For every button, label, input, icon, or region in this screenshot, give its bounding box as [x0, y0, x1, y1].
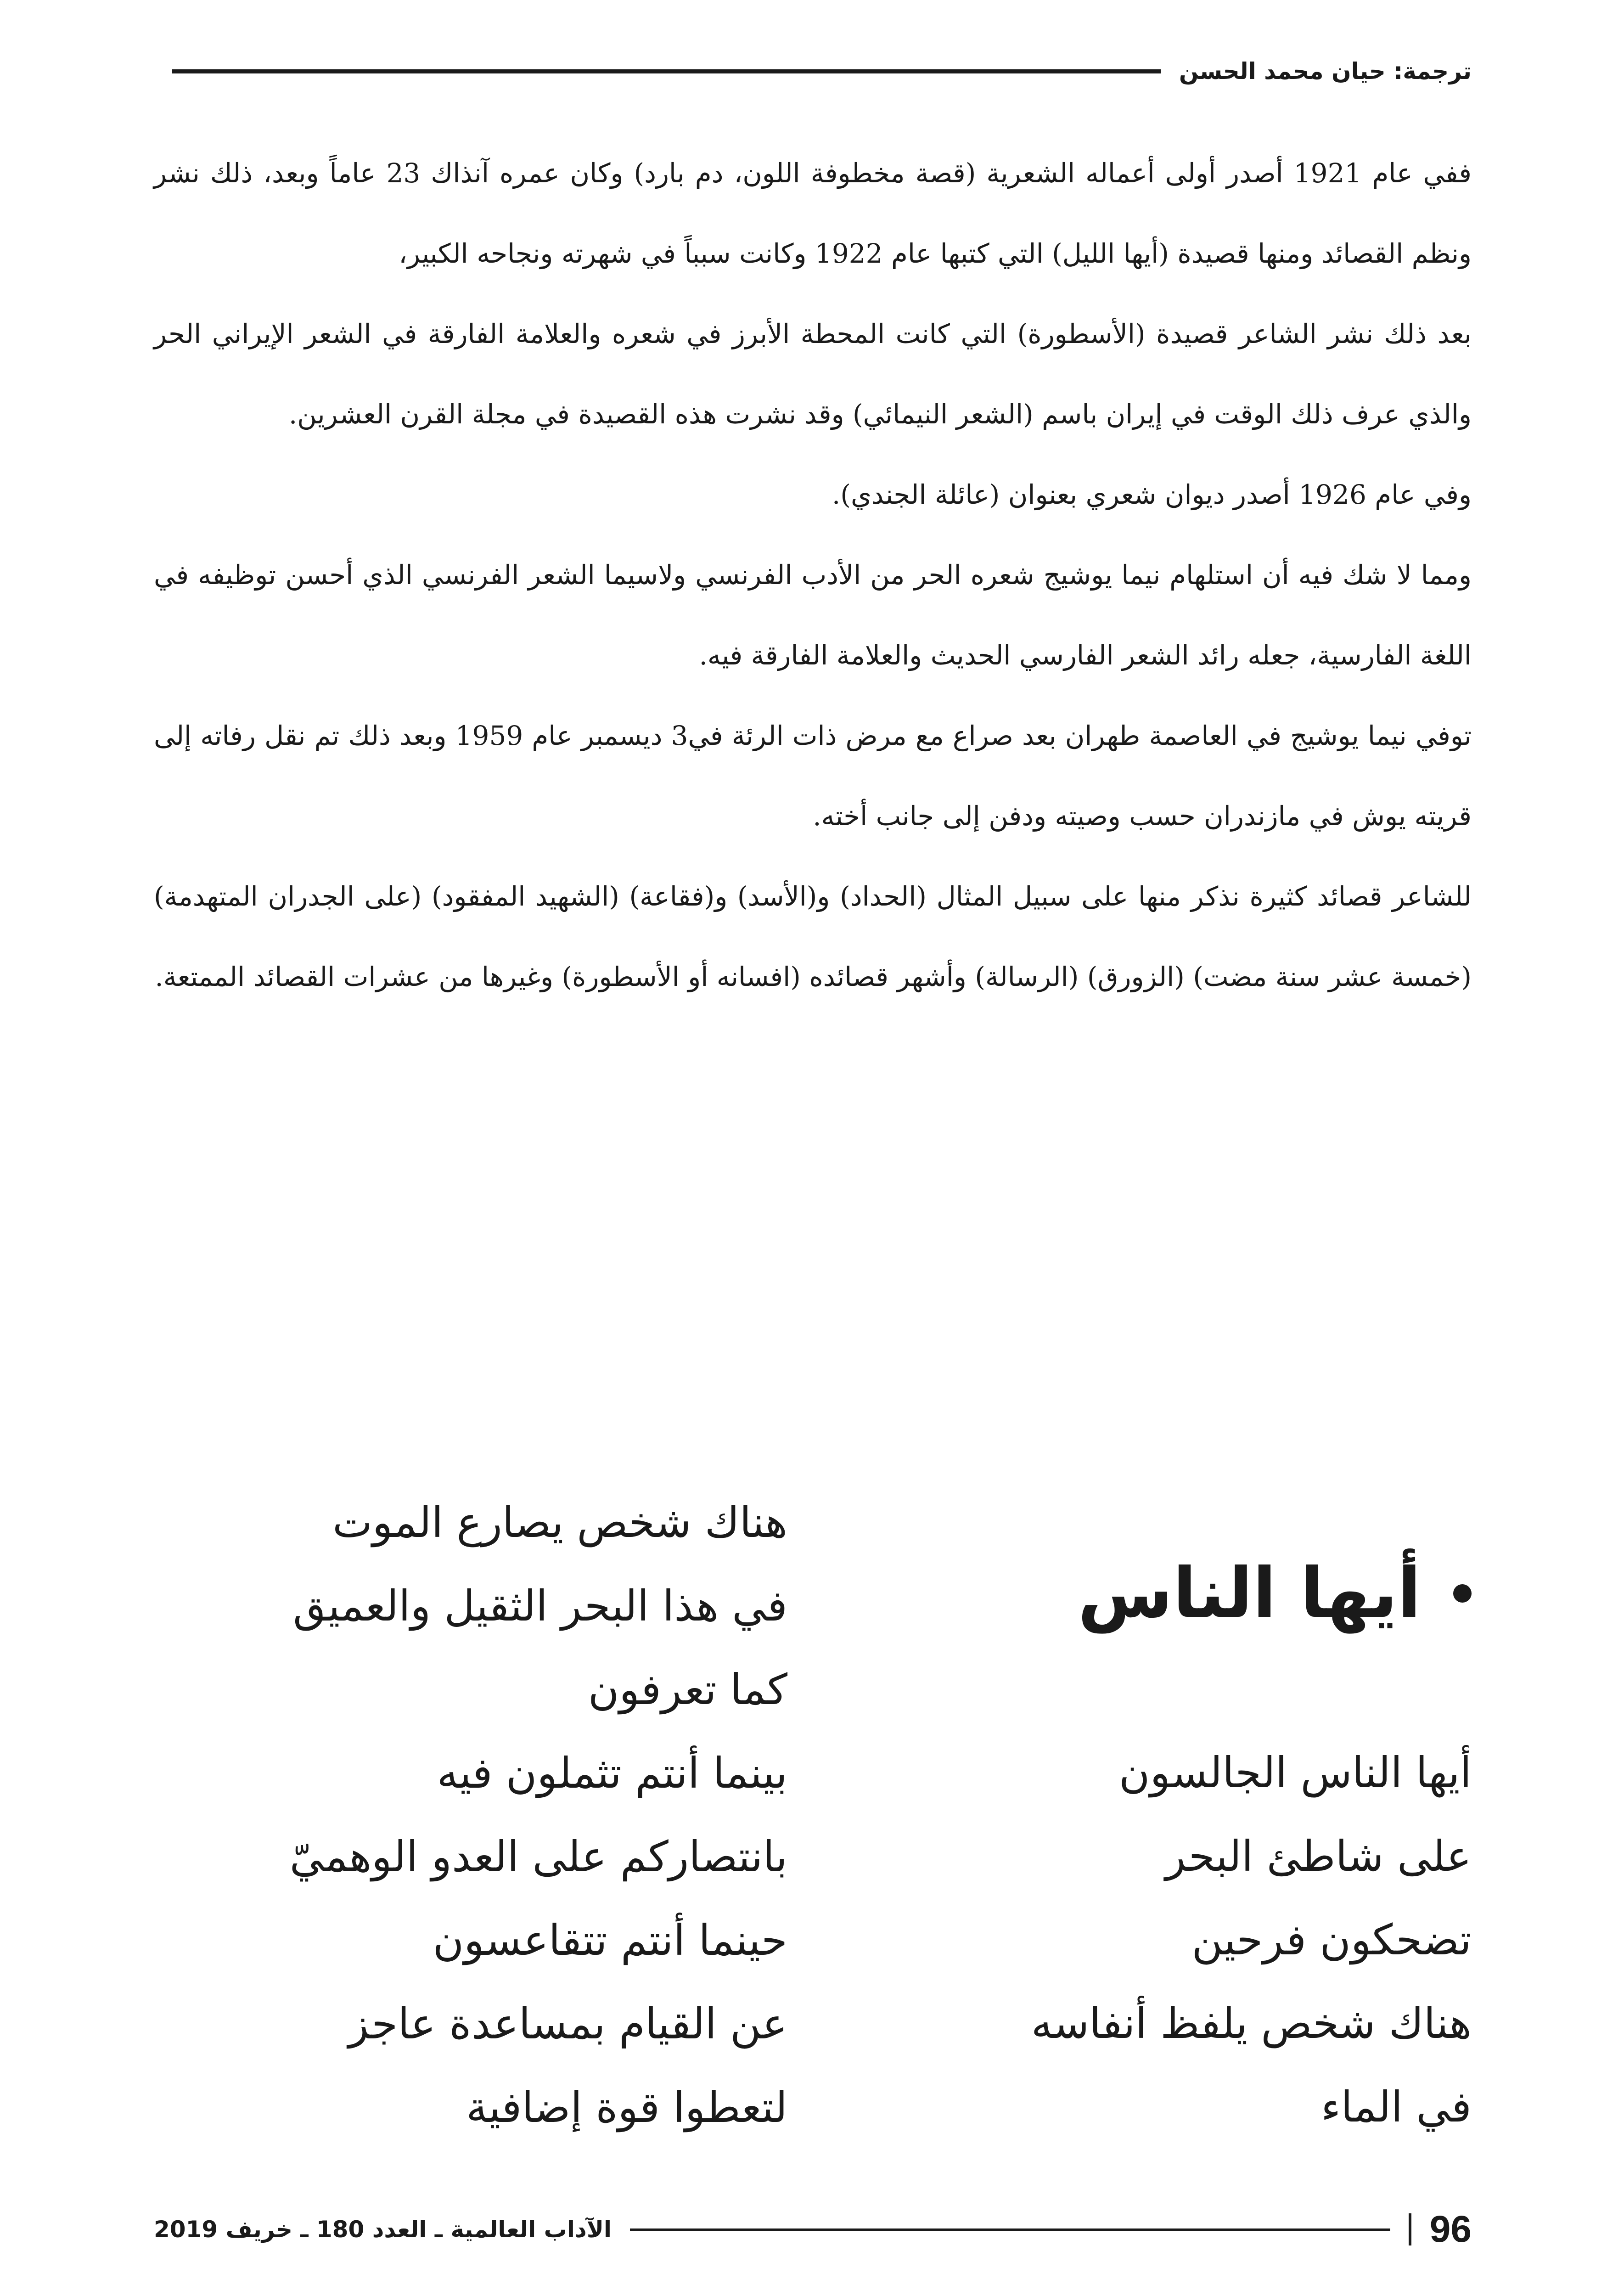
article-paragraph: وفي عام 1926 أصدر ديوان شعري بعنوان (عائلة الجندي).: [832, 479, 1472, 510]
poem-line: كما تعرفون: [588, 1665, 787, 1714]
poem-line: تضحكون فرحين: [1191, 1915, 1472, 1964]
poem-line: في هذا البحر الثقيل والعميق: [293, 1581, 787, 1631]
page-header: [154, 53, 1472, 90]
poem-title-text: أيها الناس: [1078, 1553, 1421, 1633]
page-footer: [154, 2206, 1472, 2252]
poem-line: بانتصاركم على العدو الوهميّ: [289, 1832, 787, 1881]
poem-line: عن القيام بمساعدة عاجز: [348, 1999, 787, 2048]
header-rule: [172, 69, 1161, 73]
article-paragraph: توفي نيما يوشيج في العاصمة طهران بعد صراع مع مرض ذات الرئة في3 ديسمبر عام 1959 وبعد ذلك تم نقل رفاته إلى قريته يوش في مازندران حسب وصيته ودفن إلى جانب أخته.: [154, 720, 1472, 832]
page-number: 96: [1429, 2208, 1472, 2250]
poem-line: هناك شخص يصارع الموت: [332, 1498, 787, 1547]
poem-line: بينما أنتم تثملون فيه: [437, 1749, 787, 1798]
poem-line: على شاطئ البحر: [1165, 1832, 1472, 1881]
article-paragraph: ففي عام 1921 أصدر أولى أعماله الشعرية (قصة مخطوفة اللون، دم بارد) وكان عمره آنذاك 23 عاماً وبعد، ذلك نشر ونظم القصائد ومنها قصيدة (أيها الليل) التي كتبها عام 1922 وكانت سبباً في شهرته ونجاحه الكبير،: [154, 158, 1472, 269]
article-paragraph: ومما لا شك فيه أن استلهام نيما يوشيج شعره الحر من الأدب الفرنسي ولاسيما الشعر الفرنسي الذي أحسن توظيفه في اللغة الفارسية، جعله رائد الشعر الفارسي الحديث والعلامة الفارقة فيه.: [154, 559, 1472, 671]
article-paragraph: بعد ذلك نشر الشاعر قصيدة (الأسطورة) التي كانت المحطة الأبرز في شعره والعلامة الفارقة في الشعر الإيراني الحر والذي عرف ذلك الوقت في إيران باسم (الشعر النيمائي) وقد نشرت هذه القصيدة في مجلة القرن العشرين.: [154, 318, 1472, 430]
poem-line: أيها الناس الجالسون: [1119, 1748, 1472, 1797]
poem-line: هناك شخص يلفظ أنفاسه: [1031, 1999, 1472, 2048]
poem-title: [1010, 1534, 1472, 1653]
bullet-icon: [1453, 1584, 1472, 1603]
poem-line: حينما أنتم تتقاعسون: [433, 1916, 787, 1965]
issue-info: الآداب العالمية ـ العدد 180 ـ خريف 2019: [154, 2216, 612, 2243]
article-paragraph: للشاعر قصائد كثيرة نذكر منها على سبيل المثال (الحداد) و(الأسد) و(فقاعة) (الشهيد المفقود) (على الجدران المتهدمة) (خمسة عشر سنة مضت) (الزورق) (الرسالة) وأشهر قصائده (افسانه أو الأسطورة) وغيرها من عشرات القصائد الممتعة.: [154, 881, 1472, 992]
poem-right-column: [872, 1731, 1472, 2149]
footer-separator: [1409, 2213, 1411, 2245]
footer-rule: [630, 2228, 1390, 2231]
poem-line: في الماء: [1321, 2082, 1472, 2132]
poem-left-column: [138, 1481, 787, 2150]
poem-line: لتعطوا قوة إضافية: [466, 2083, 787, 2132]
translator-credit: ترجمة: حيان محمد الحسن: [1179, 58, 1472, 84]
article-body: [154, 133, 1472, 1017]
